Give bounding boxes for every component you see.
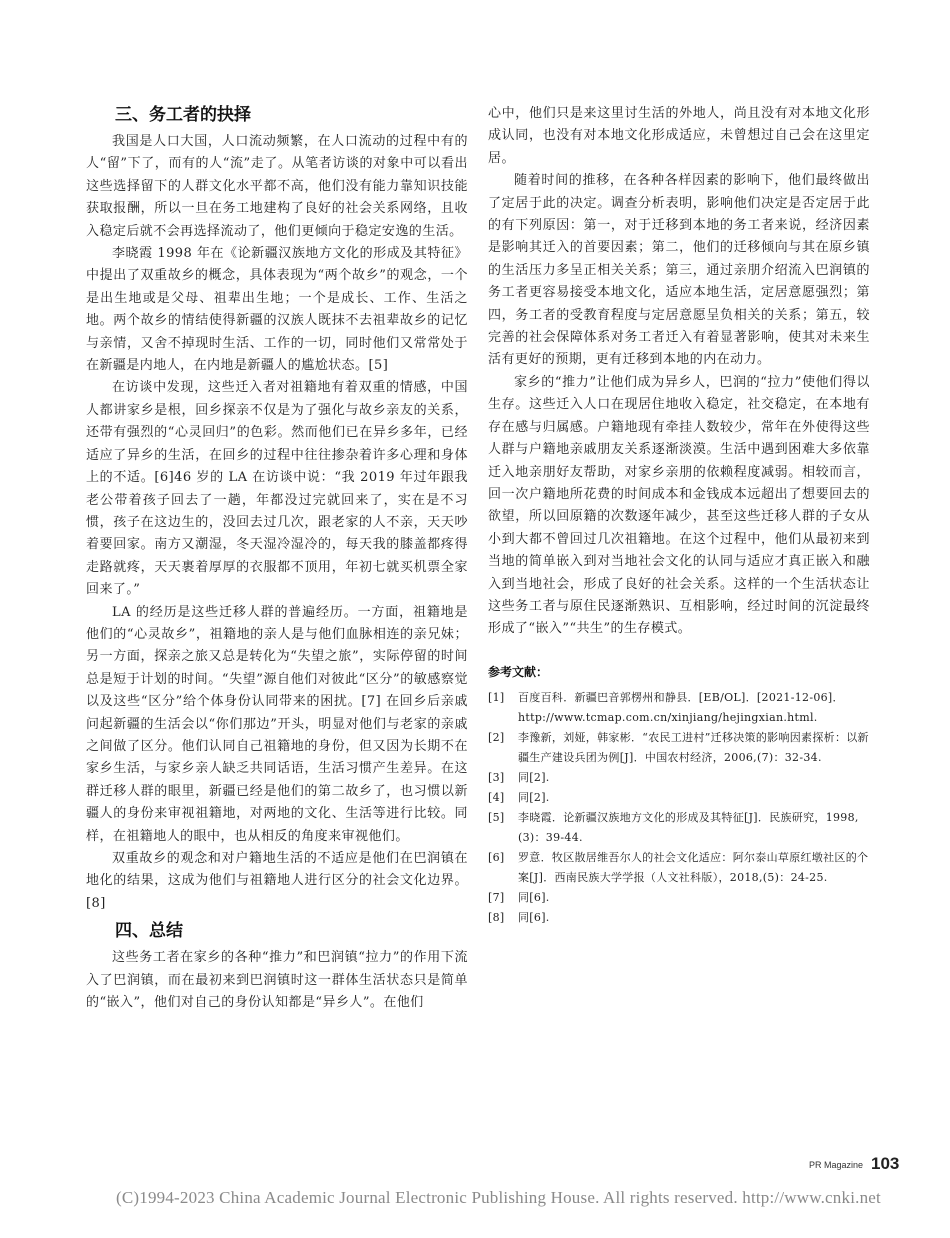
references-title: 参考文献： [488,664,549,679]
body-paragraph: 李晓霞 1998 年在《论新疆汉族地方文化的形成及其特征》中提出了双重故乡的概念，具体表现为“两个故乡”的观念，一个是出生地或是父母、祖辈出生地；一个是成长、工作、生活之地。两个故乡的情结使得新疆的汉族人既抹不去祖辈故乡的记忆与亲情，又舍不掉现时生活、工作的一切，同时他们又常常处于在新疆是内地人，在内地是新疆人的尴尬状态。[5] [86,246,468,374]
section-3-heading: 三、务工者的抉择 [115,105,251,125]
body-paragraph: 双重故乡的观念和对户籍地生活的不适应是他们在巴润镇在地化的结果，这成为他们与祖籍地人进行区分的社会文化边界。[8] [86,851,468,911]
body-paragraph: 我国是人口大国，人口流动频繁，在人口流动的过程中有的人“留”下了，而有的人“流”走了。从笔者访谈的对象中可以看出这些选择留下的人群文化水平都不高，他们没有能力靠知识技能获取报酬，所以一旦在务工地建构了良好的社会关系网络，且收入稳定后就不会再选择流动了，他们更倾向于稳定安逸的生活。 [86,134,468,239]
reference-number: [1] [488,690,505,704]
reference-item [488,788,870,808]
reference-text: 百度百科．新疆巴音郭楞州和静县．[EB/OL]．[2021-12-06]．http://www.tcmap.com.cn/xinjiang/hejingxian.html. [518,690,844,724]
body-paragraph: 家乡的“推力”让他们成为异乡人，巴润的“拉力”使他们得以生存。这些迁入人口在现居住地收入稳定，社交稳定，在本地有存在感与归属感。户籍地现有牵挂人数较少，常年在外使得这些人群与户籍地亲戚朋友关系逐渐淡漠。生活中遇到困难大多依靠迁入地亲朋好友帮助，对家乡亲朋的依赖程度减弱。相较而言，回一次户籍地所花费的时间成本和金钱成本远超出了想要回去的欲望，所以回原籍的次数逐年减少，甚至这些迁移人群的子女从小到大都不曾回过几次祖籍地。在这个过程中，他们从最初来到当地的简单嵌入到对当地社会文化的认同与适应才真正嵌入和融入到当地社会，形成了良好的社会关系。这样的一个生活状态让这些务工者与原住民逐渐熟识、互相影响，经过时间的沉淀最终形成了“嵌入”“共生”的生存模式。 [488,374,870,637]
reference-item [488,768,870,788]
reference-text: 同[2]. [518,770,550,784]
reference-item [488,848,870,888]
reference-number: [5] [488,810,505,824]
left-column [86,103,468,1014]
references-list [488,688,870,928]
body-paragraph: 这些务工者在家乡的各种“推力”和巴润镇“拉力”的作用下流入了巴润镇，而在最初来到巴润镇时这一群体生活状态只是简单的“嵌入”，他们对自己的身份认知都是“异乡人”。在他们 [86,950,468,1011]
reference-number: [8] [488,910,505,924]
reference-item [488,888,870,908]
reference-text: 李晓霞．论新疆汉族地方文化的形成及其特征[J]．民族研究，1998,(3)：39-44. [518,810,859,844]
reference-number: [2] [488,730,505,744]
magazine-name: PR Magazine [809,1160,864,1170]
right-column [488,103,870,928]
reference-number: [3] [488,770,505,784]
body-paragraph: 心中，他们只是来这里讨生活的外地人，尚且没有对本地文化形成认同，也没有对本地文化形成适应，未曾想过自己会在这里定居。 [488,106,870,166]
reference-number: [6] [488,850,505,864]
page-number: 103 [871,1154,900,1173]
body-paragraph: 随着时间的推移，在各种各样因素的影响下，他们最终做出了定居于此的决定。调查分析表明，影响他们决定是否定居于此的有下列原因：第一，对于迁移到本地的务工者来说，经济因素是影响其迁入的首要因素；第二，他们的迁移倾向与其在原乡镇的生活压力多呈正相关关系；第三，通过亲朋介绍流入巴润镇的务工者更容易接受本地文化，适应本地生活，定居意愿强烈；第四，务工者的受教育程度与定居意愿呈负相关的关系；第五，较完善的社会保障体系对务工者迁入有着显著影响，使其对未来生活有更好的预期，更有迁移到本地的内在动力。 [488,173,870,368]
reference-number: [7] [488,890,505,904]
reference-item [488,688,870,728]
section-4-heading: 四、总结 [115,921,183,942]
reference-item [488,808,870,848]
reference-item [488,908,870,928]
reference-text: 同[6]. [518,910,550,924]
copyright-notice: (C)1994-2023 China Academic Journal Electronic Publishing House. All rights reserved. http://www.cnki.net [116,1188,881,1207]
reference-text: 同[2]. [518,790,550,804]
reference-number: [4] [488,790,505,804]
body-paragraph: LA 的经历是这些迁移人群的普遍经历。一方面，祖籍地是他们的“心灵故乡”，祖籍地的亲人是与他们血脉相连的亲兄妹；另一方面，探亲之旅又总是转化为“失望之旅”，实际停留的时间总是短于计划的时间。“失望”源自他们对彼此“区分”的敏感察觉以及这些“区分”给个体身份认同带来的困扰。[7] 在回乡后亲戚问起新疆的生活会以“你们那边”开头，明显对他们与老家的亲戚之间做了区分。他们认同自己祖籍地的身份，但又因为长期不在家乡生活，与家乡亲人缺乏共同话语，生活习惯产生差异。在这群迁移人群的眼里，新疆已经是他们的第二故乡了，也习惯以新疆人的身份来审视祖籍地，对两地的文化、生活等进行比较。同样，在祖籍地人的眼中，也从相反的角度来审视他们。 [86,604,468,844]
reference-text: 同[6]. [518,890,550,904]
reference-item [488,728,870,768]
body-paragraph: 在访谈中发现，这些迁入者对祖籍地有着双重的情感，中国人都讲家乡是根，回乡探亲不仅是为了强化与故乡亲友的关系，还带有强烈的“心灵回归”的色彩。然而他们已在异乡多年，已经适应了异乡的生活，在回乡的过程中往往掺杂着许多心理和身体上的不适。[6]46 岁的 LA 在访谈中说：“我 2019 年过年跟我老公带着孩子回去了一趟，年都没过完就回来了，实在是不习惯，孩子在这边生的，没回去过几次，跟老家的人不亲，天天吵着要回家。南方又潮湿，冬天湿冷湿冷的，每天我的膝盖都疼得走路就疼，天天裹着厚厚的衣服都不顶用，年初七就买机票全家回来了。” [86,380,468,598]
reference-text: 李豫新，刘娅，韩家彬．“农民工进村”迁移决策的影响因素探析：以新疆生产建设兵团为例[J]．中国农村经济，2006,(7)：32-34. [518,730,869,764]
reference-text: 罗意．牧区散居维吾尔人的社会文化适应：阿尔泰山草原红墩社区的个案[J]．西南民族大学学报（人文社科版），2018,(5)：24-25. [518,850,869,884]
